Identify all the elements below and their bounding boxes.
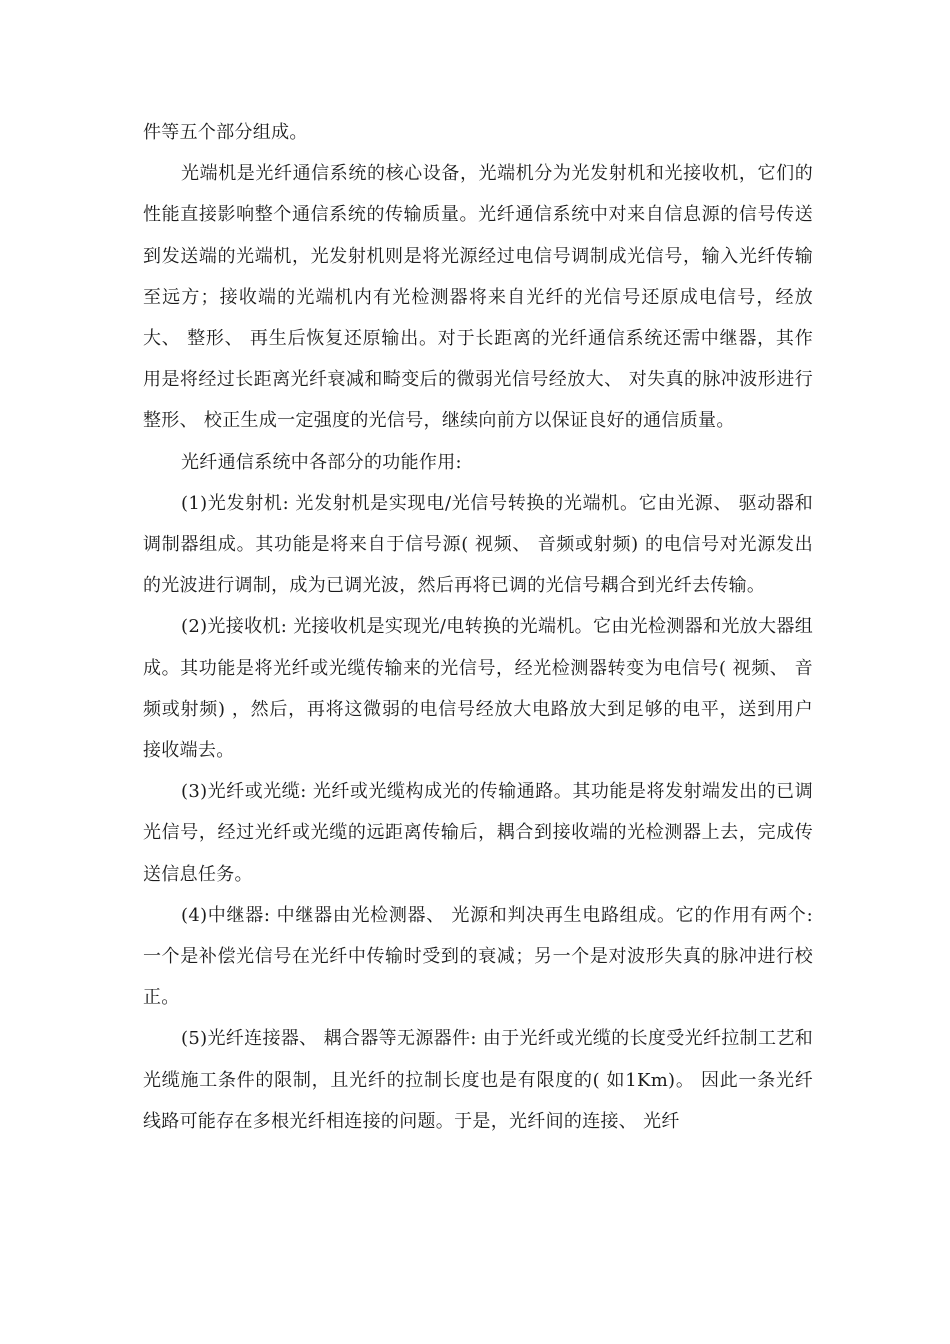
paragraph-optical-transmitter: (1)光发射机: 光发射机是实现电/光信号转换的光端机。它由光源、 驱动器和调制器组成。其功能是将来自于信号源( 视频、 音频或射频) 的电信号对光源发出的光波进行调制，成为已调光波，然后再将已调的光信号耦合到光纤去传输。 <box>143 492 813 597</box>
paragraph-repeater: (4)中继器: 中继器由光检测器、 光源和判决再生电路组成。它的作用有两个: 一个是补偿光信号在光纤中传输时受到的衰减；另一个是对波形失真的脉冲进行校正。 <box>143 904 813 1009</box>
paragraph-connectors: (5)光纤连接器、 耦合器等无源器件: 由于光纤或光缆的长度受光纤拉制工艺和光缆施工条件的限制，且光纤的拉制长度也是有限度的( 如1Km)。 因此一条光纤线路可能存在多根光纤相连接的问题。于是，光纤间的连接、 光纤 <box>143 1028 813 1132</box>
paragraph-fiber-cable: (3)光纤或光缆: 光纤或光缆构成光的传输通路。其功能是将发射端发出的已调光信号，经过光纤或光缆的远距离传输后，耦合到接收端的光检测器上去，完成传送信息任务。 <box>143 781 813 885</box>
paragraph-continuation: 件等五个部分组成。 <box>143 122 308 143</box>
paragraph-optical-terminal: 光端机是光纤通信系统的核心设备，光端机分为光发射机和光接收机，它们的性能直接影响整个通信系统的传输质量。光纤通信系统中对来自信息源的信号传送到发送端的光端机，光发射机则是将光源经过电信号调制成光信号，输入光纤传输至远方；接收端的光端机内有光检测器将来自光纤的光信号还原成电信号，经放大、 整形、 再生后恢复还原输出。对于长距离的光纤通信系统还需中继器，其作用是将经过长距离光纤衰减和畸变后的微弱光信号经放大、 对失真的脉冲波形进行整形、 校正生成一定强度的光信号，继续向前方以保证良好的通信质量。 <box>143 163 813 432</box>
paragraph-functions-heading: 光纤通信系统中各部分的功能作用: <box>181 451 462 473</box>
document-body <box>143 112 813 1142</box>
paragraph-optical-receiver: (2)光接收机: 光接收机是实现光/电转换的光端机。它由光检测器和光放大器组成。其功能是将光纤或光缆传输来的光信号，经光检测器转变为电信号( 视频、 音频或射频) ，然后，再将这微弱的电信号经放大电路放大到足够的电平，送到用户接收端去。 <box>143 616 813 762</box>
